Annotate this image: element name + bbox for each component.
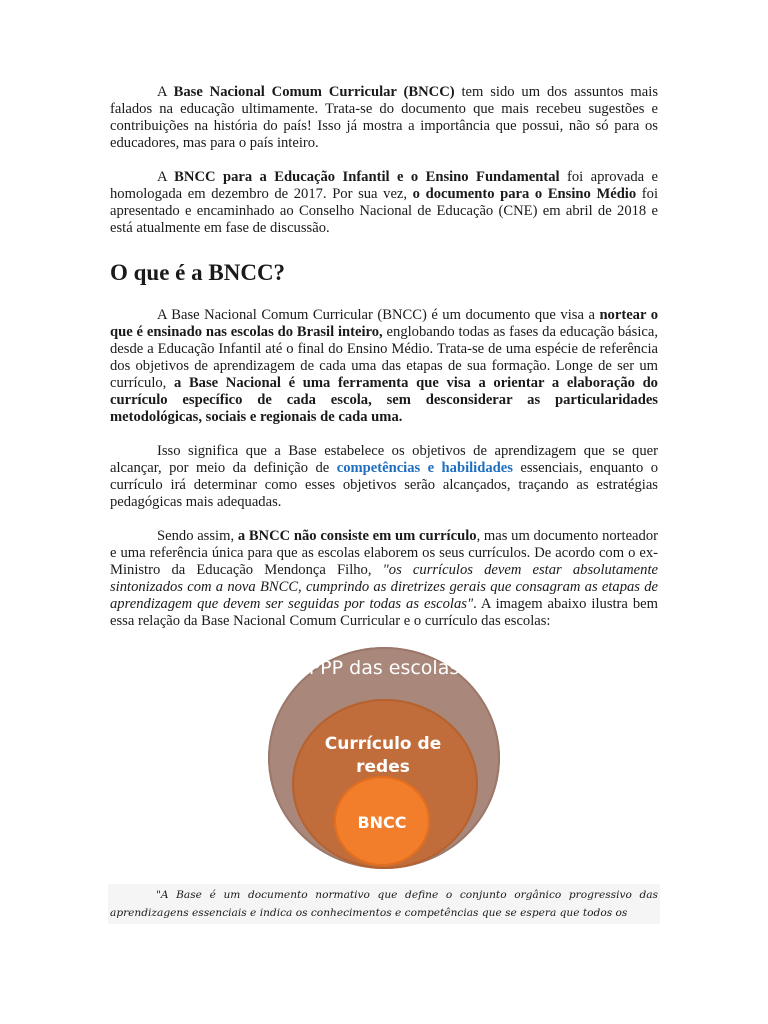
objectives-paragraph bbox=[110, 443, 658, 511]
text-run: , mas um documento norteador e uma referência única para que as escolas elaborem os seus currículos. De acordo com o ex-Ministro da Educação Mendonça Filho, bbox=[110, 528, 658, 578]
bncc-nested-circles-diagram bbox=[268, 647, 500, 869]
bold-text: BNCC para a Educação Infantil e o Ensino Fundamental bbox=[174, 169, 560, 185]
minister-quote: "os currículos devem estar absolutamente sintonizados com a nova BNCC, cumprindo as diretrizes gerais que consagram as etapas de aprendizagem que devem ser seguidas por todas as escolas" bbox=[110, 562, 658, 612]
curriculum-paragraph bbox=[110, 528, 658, 630]
outer-circle-label: PPP das escolas bbox=[308, 657, 460, 679]
section-heading: O que é a BNCC? bbox=[110, 260, 286, 285]
middle-circle-label: Currículo de redes bbox=[324, 734, 442, 777]
competencies-link[interactable]: competências e habilidades bbox=[336, 460, 513, 476]
bold-text: Base Nacional Comum Curricular (BNCC) bbox=[173, 84, 455, 100]
document-body bbox=[110, 84, 658, 630]
base-definition-quote: "A Base é um documento normativo que define o conjunto orgânico progressivo das aprendizagens essenciais e indica os conhecimentos e competências que se espera que todos os bbox=[110, 889, 658, 919]
text-run: englobando todas as fases da educação básica, desde a Educação Infantil até o final do Ensino Médio. Trata-se de uma espécie de referência dos objetivos de aprendizagem de cada uma das etapas de sua formação. Longe de ser um currículo, bbox=[110, 324, 658, 391]
bold-text: nortear o que é ensinado nas escolas do Brasil inteiro, bbox=[110, 307, 658, 340]
inner-circle-label: BNCC bbox=[357, 813, 407, 832]
quote-box bbox=[108, 884, 660, 924]
definition-paragraph bbox=[110, 307, 658, 426]
text-run: A bbox=[157, 84, 174, 100]
text-run: Isso significa que a Base estabelece os objetivos de aprendizagem que se quer alcançar, por meio da definição de bbox=[110, 443, 658, 476]
approval-paragraph bbox=[110, 169, 658, 237]
bold-text: o documento para o Ensino Médio bbox=[412, 186, 637, 202]
bold-text: a BNCC não consiste em um currículo bbox=[237, 528, 477, 544]
text-run: . A imagem abaixo ilustra bem essa relação da Base Nacional Comum Curricular e o currículo das escolas: bbox=[110, 596, 658, 629]
text-run: foi aprovada e homologada em dezembro de 2017. Por sua vez, bbox=[110, 169, 659, 202]
text-run: essenciais, enquanto o currículo irá determinar como esses objetivos serão alcançados, traçando as estratégias pedagógicas mais adequadas. bbox=[110, 460, 658, 510]
text-run: A bbox=[157, 169, 175, 185]
bold-text: a Base Nacional é uma ferramenta que visa a orientar a elaboração do currículo específico de cada escola, sem desconsiderar as particularidades metodológicas, sociais e regionais de cada uma. bbox=[110, 375, 658, 425]
intro-paragraph bbox=[110, 84, 658, 152]
text-run: A Base Nacional Comum Curricular (BNCC) é um documento que visa a bbox=[157, 307, 600, 323]
text-run: Sendo assim, bbox=[157, 528, 238, 544]
text-run: foi apresentado e encaminhado ao Conselho Nacional de Educação (CNE) em abril de 2018 e está atualmente em fase de discussão. bbox=[110, 186, 658, 236]
text-run: tem sido um dos assuntos mais falados na educação ultimamente. Trata-se do documento que mais recebeu sugestões e contribuições na história do país! Isso já mostra a importância que possui, não só para os educadores, mas para o país inteiro. bbox=[110, 84, 658, 151]
